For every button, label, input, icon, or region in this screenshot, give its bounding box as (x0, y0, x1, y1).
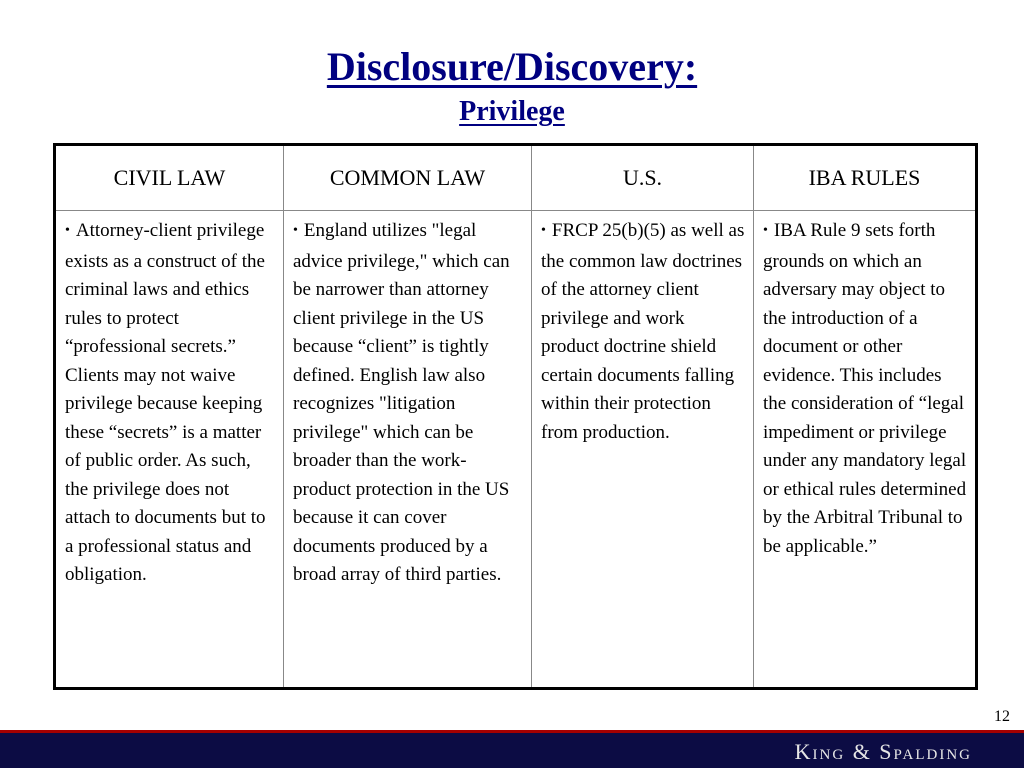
privilege-comparison-table (53, 143, 978, 690)
cell-civil-law (55, 211, 284, 689)
content-row (55, 211, 977, 689)
bullet-icon: • (293, 223, 298, 238)
bullet-icon: • (541, 223, 546, 238)
cell-text: England utilizes "legal advice privilege," which can be narrower than attorney client privilege in the US because “client” is tightly defined. English law also recognizes "litigation privilege" which can be broader than the work-product protection in the US because it can cover documents produced by a broad array of third parties. (293, 220, 510, 585)
header-common-law: COMMON LAW (284, 145, 532, 211)
slide-title: Disclosure/Discovery: (326, 44, 698, 89)
slide-subtitle: Privilege (459, 96, 565, 127)
header-civil-law: CIVIL LAW (55, 145, 284, 211)
footer-bar (0, 730, 1024, 768)
cell-text: FRCP 25(b)(5) as well as the common law doctrines of the attorney client privilege and work product doctrine shield certain documents falling within their protection from production. (541, 220, 745, 443)
page-number: 12 (994, 708, 1010, 725)
cell-text: Attorney-client privilege exists as a construct of the criminal laws and ethics rules to protect “professional secrets.” Clients may not waive privilege because keeping these “secrets” is a matter of public order. As such, the privilege does not attach to documents but to a professional status and obligation. (65, 220, 266, 585)
cell-us (532, 211, 754, 689)
header-us: U.S. (532, 145, 754, 211)
header-row (55, 145, 977, 211)
bullet-icon: • (65, 223, 70, 238)
bullet-icon: • (763, 223, 768, 238)
brand-logo: King & Spalding (794, 739, 972, 764)
cell-iba-rules (754, 211, 977, 689)
cell-common-law (284, 211, 532, 689)
header-iba-rules: IBA RULES (754, 145, 977, 211)
cell-text: IBA Rule 9 sets forth grounds on which an adversary may object to the introduction of a document or other evidence. This includes the consideration of “legal impediment or privilege under any mandatory legal or ethical rules determined by the Arbitral Tribunal to be applicable.” (763, 220, 967, 557)
